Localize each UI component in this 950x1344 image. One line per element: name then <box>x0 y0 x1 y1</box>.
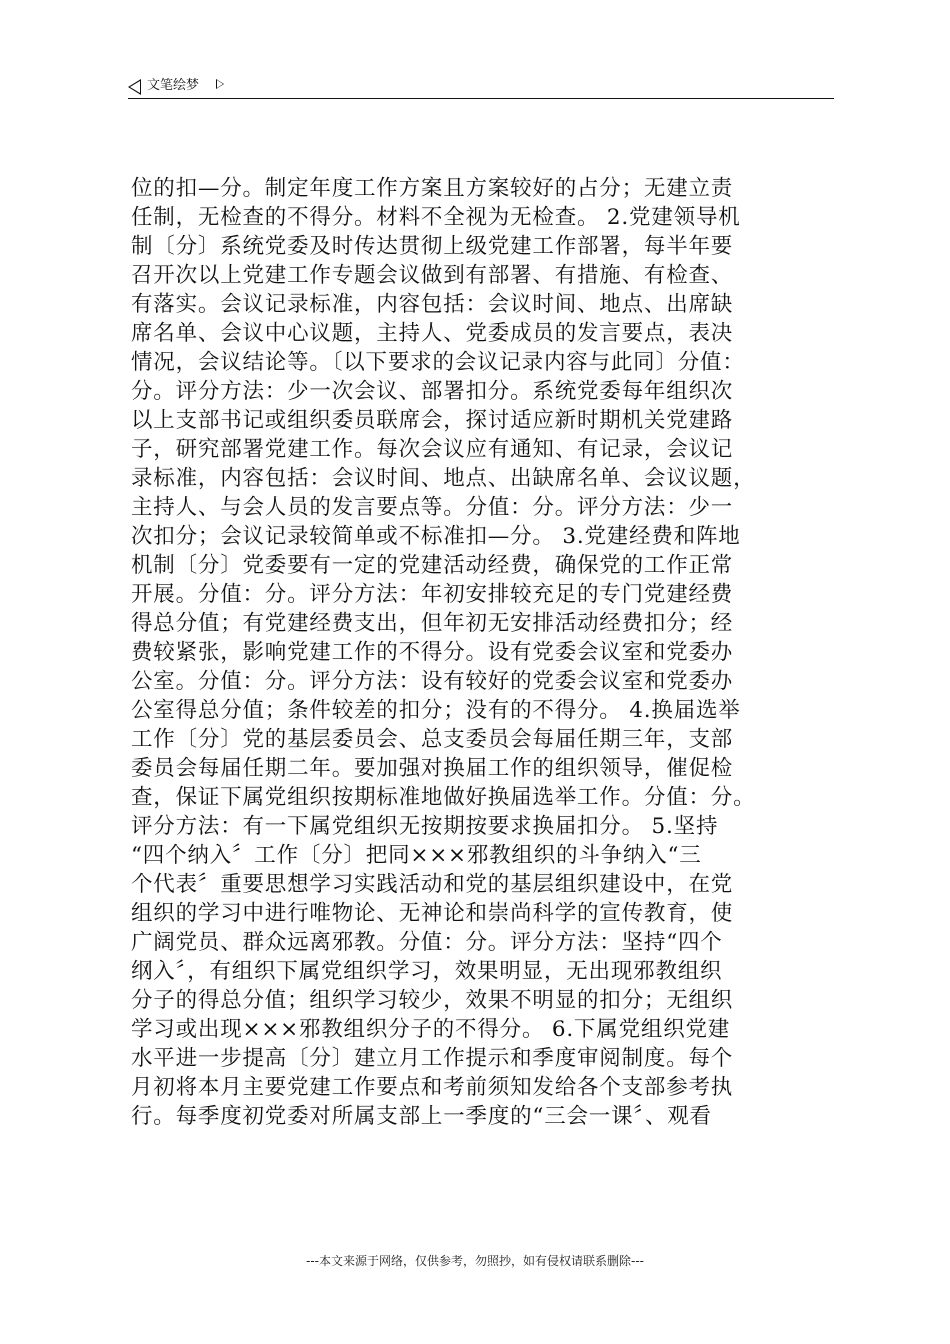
text-line: 机制〔分〕党委要有一定的党建活动经费，确保党的工作正常 <box>131 553 734 578</box>
text-line: 查，保证下属党组织按期标准地做好换届选举工作。分值：分。 <box>131 785 756 810</box>
text-line: 费较紧张，影响党建工作的不得分。设有党委会议室和党委办 <box>131 640 734 665</box>
text-line: 工作〔分〕党的基层委员会、总支委员会每届任期三年，支部 <box>131 727 734 752</box>
text-line: 个代表〞重要思想学习实践活动和党的基层组织建设中，在党 <box>131 872 734 897</box>
header-divider <box>128 98 834 99</box>
text-line: 公室得总分值；条件较差的扣分；没有的不得分。 4.换届选举 <box>131 698 741 723</box>
left-triangle-icon <box>128 79 141 95</box>
text-line: 得总分值；有党建经费支出，但年初无安排活动经费扣分；经 <box>131 611 734 636</box>
text-line: 水平进一步提高〔分〕建立月工作提示和季度审阅制度。每个 <box>131 1046 734 1071</box>
text-line: 公室。分值：分。评分方法：设有较好的党委会议室和党委办 <box>131 669 734 694</box>
text-line: “四个纳入〞工作〔分〕把同×××邪教组织的斗争纳入“三 <box>131 843 702 868</box>
text-line: 学习或出现×××邪教组织分子的不得分。 6.下属党组织党建 <box>131 1017 731 1042</box>
text-line: 委员会每届任期二年。要加强对换届工作的组织领导，催促检 <box>131 756 734 781</box>
text-line: 月初将本月主要党建工作要点和考前须知发给各个支部参考执 <box>131 1075 734 1100</box>
right-triangle-icon <box>216 79 224 89</box>
text-line: 分子的得总分值；组织学习较少，效果不明显的扣分；无组织 <box>131 988 734 1013</box>
footer-disclaimer: ---本文来源于网络，仅供参考，勿照抄，如有侵权请联系删除--- <box>306 1254 644 1268</box>
text-line: 子，研究部署党建工作。每次会议应有通知、有记录，会议记 <box>131 437 734 462</box>
text-line: 分。评分方法：少一次会议、部署扣分。系统党委每年组织次 <box>131 379 734 404</box>
text-line: 纲入〞，有组织下属党组织学习，效果明显，无出现邪教组织 <box>131 959 723 984</box>
text-line: 任制，无检查的不得分。材料不全视为无检查。 2.党建领导机 <box>131 205 741 230</box>
text-line: 广阔党员、群众远离邪教。分值：分。评分方法：坚持“四个 <box>131 930 723 955</box>
text-line: 行。每季度初党委对所属支部上一季度的“三会一课〞、观看 <box>131 1104 712 1129</box>
text-line: 情况，会议结论等。〔以下要求的会议记录内容与此同〕分值： <box>131 350 745 375</box>
text-line: 有落实。会议记录标准，内容包括：会议时间、地点、出席缺 <box>131 292 734 317</box>
text-line: 评分方法：有一下属党组织无按期按要求换届扣分。 5.坚持 <box>131 814 719 839</box>
page-header <box>128 74 834 98</box>
text-line: 位的扣—分。制定年度工作方案且方案较好的占分；无建立责 <box>131 176 734 201</box>
header-title: 文笔绘梦 <box>147 78 200 93</box>
text-line: 组织的学习中进行唯物论、无神论和崇尚科学的宣传教育，使 <box>131 901 734 926</box>
text-line: 主持人、与会人员的发言要点等。分值：分。评分方法：少一 <box>131 495 734 520</box>
document-body <box>131 174 853 1131</box>
text-line: 席名单、会议中心议题，主持人、党委成员的发言要点，表决 <box>131 321 734 346</box>
text-line: 次扣分；会议记录较简单或不标准扣—分。 3.党建经费和阵地 <box>131 524 741 549</box>
text-line: 以上支部书记或组织委员联席会，探讨适应新时期机关党建路 <box>131 408 734 433</box>
text-line: 录标准，内容包括：会议时间、地点、出缺席名单、会议议题， <box>131 466 756 491</box>
text-line: 制〔分〕系统党委及时传达贯彻上级党建工作部署，每半年要 <box>131 234 734 259</box>
text-line: 开展。分值：分。评分方法：年初安排较充足的专门党建经费 <box>131 582 734 607</box>
text-line: 召开次以上党建工作专题会议做到有部署、有措施、有检查、 <box>131 263 734 288</box>
